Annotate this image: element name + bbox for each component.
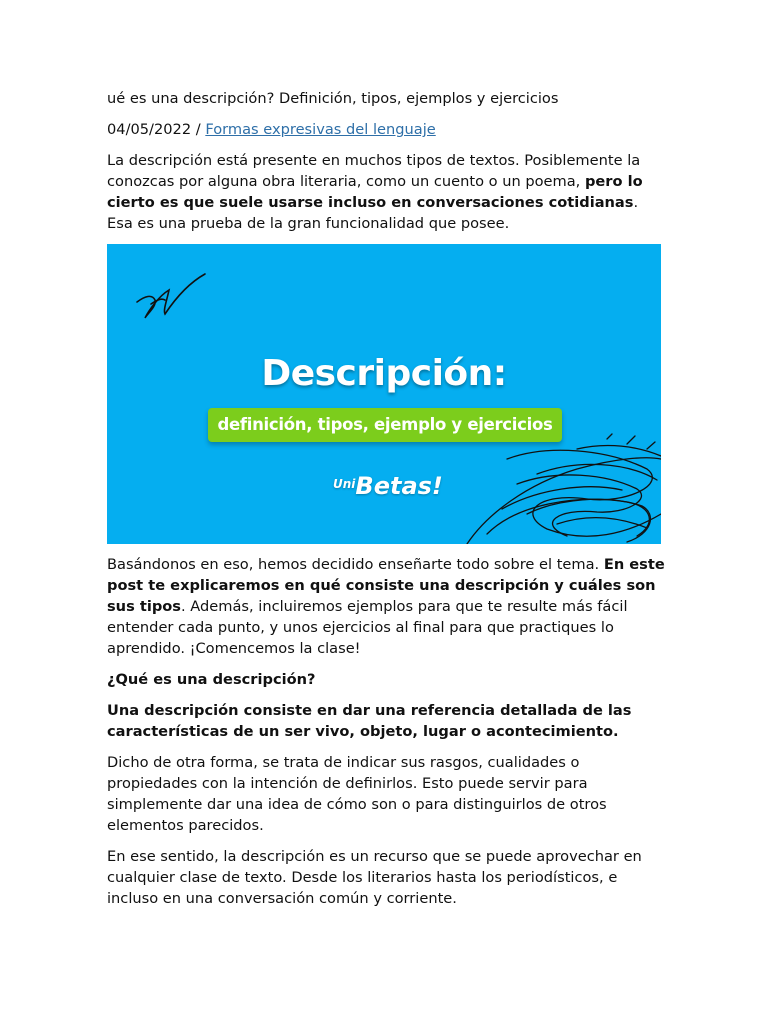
body-paragraph-4: En ese sentido, la descripción es un recurso que se puede aprovechar en cualquier clase de texto. Desde los literarios hasta los periodísticos, e incluso en una conversación común y corriente. [107,848,642,907]
definition-paragraph: Una descripción consiste en dar una referencia detallada de las características de un ser vivo, objeto, lugar o acontecimiento. [107,702,632,740]
unibetas-logo [333,474,443,500]
banner-subtitle: definición, tipos, ejemplo y ejercicios [208,408,562,442]
para2-text-2: . Además, incluiremos ejemplos para que te resulte más fácil entender cada punto, y unos ejercicios al final para que practiques lo aprendido. ¡Comencemos la clase! [107,598,628,657]
category-link[interactable]: Formas expresivas del lenguaje [205,121,436,138]
logo-betas: Betas! [355,472,443,500]
meta-separator: / [191,121,206,138]
signature-scribble-icon [137,274,205,318]
hero-banner-image [107,244,661,544]
tangle-scribble-icon [467,434,661,544]
intro-text-1: La descripción está presente en muchos tipos de textos. Posiblemente la conozcas por alguna obra literaria, como un cuento o un poema, [107,152,641,190]
body-paragraph-2 [107,554,667,659]
logo-uni: Uni [333,477,356,491]
para2-bold: En este post te explicaremos en qué consiste una descripción y cuáles son sus tipos [107,556,665,615]
body-paragraph-3: Dicho de otra forma, se trata de indicar sus rasgos, cualidades o propiedades con la intención de definirlos. Esto puede servir para simplemente dar una idea de cómo son o para distinguirlos de otros elementos parecidos. [107,754,607,834]
intro-paragraph [107,150,667,234]
para2-text-1: Basándonos en eso, hemos decidido enseñarte todo sobre el tema. [107,556,604,573]
banner-title: Descripción: [261,353,507,394]
intro-text-2: . Esa es una prueba de la gran funcionalidad que posee. [107,194,639,232]
article [107,88,667,919]
section-heading: ¿Qué es una descripción? [107,671,316,688]
post-meta [107,119,667,140]
intro-bold: pero lo cierto es que suele usarse incluso en conversaciones cotidianas [107,173,643,211]
article-title: ué es una descripción? Definición, tipos, ejemplos y ejercicios [107,90,559,107]
post-date: 04/05/2022 [107,121,192,138]
